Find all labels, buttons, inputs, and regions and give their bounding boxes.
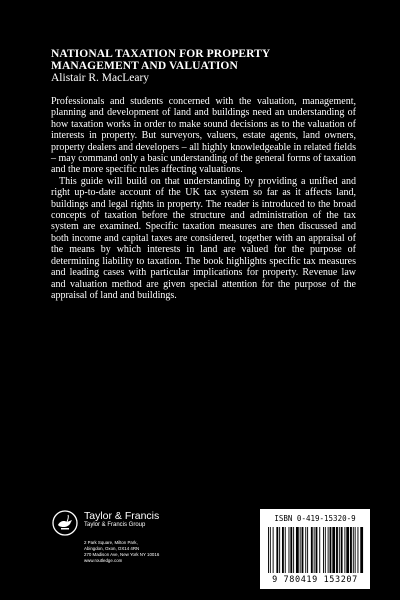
barcode-bar — [314, 527, 315, 573]
blurb-paragraph-2: This guide will build on that understanding by providing a unified and right up-to-date account of the UK tax system so far as it affects land, buildings and legal rights in property. The reader is introduced to the broad concepts of taxation before the structure and administration of the tax system are examined. Specific taxation measures are then discussed and both income and capital taxes are considered, together with an appraisal of the means by which interests in land are valued for the purpose of determining liability to taxation. The book highlights specific tax measures and leading cases with particular implications for property. Revenue law and valuation method are given special attention for the purpose of the appraisal of land and buildings. — [51, 175, 356, 301]
barcode-bar — [330, 527, 332, 573]
barcode-bar — [293, 527, 294, 573]
ean-number: 9 780419 153207 — [272, 575, 358, 585]
publisher-address-line: 2 Park Square, Milton Park, — [84, 540, 138, 545]
barcode-bar — [302, 527, 304, 573]
barcode-bar — [332, 527, 335, 573]
barcode-bar — [346, 527, 349, 573]
publisher-address-line: www.routledge.com — [84, 558, 123, 563]
barcode-bar — [357, 527, 358, 573]
barcode-bar — [328, 527, 329, 573]
barcode-bar — [319, 527, 320, 573]
barcode-bar — [290, 527, 292, 573]
barcode-bar — [279, 527, 280, 573]
barcode-bar — [307, 527, 308, 573]
barcode-bar — [341, 527, 343, 573]
isbn-barcode-block — [260, 509, 370, 589]
publisher-address — [84, 540, 159, 564]
barcode-icon — [268, 527, 364, 573]
barcode-bar — [339, 527, 340, 573]
publisher-address-line: Abingdon, Oxon, OX14 4RN — [84, 546, 140, 551]
book-title-line-2: MANAGEMENT AND VALUATION — [51, 60, 238, 72]
taylor-francis-lamp-logo-icon — [52, 510, 78, 536]
barcode-bar — [289, 527, 290, 573]
barcode-bar — [276, 527, 278, 573]
publisher-name: Taylor & Francis — [84, 510, 160, 522]
barcode-bar — [353, 527, 354, 573]
barcode-bar — [268, 527, 269, 573]
barcode-bar — [344, 527, 345, 573]
isbn-label: ISBN 0-419-15320-9 — [274, 514, 356, 523]
barcode-bar — [336, 527, 338, 573]
publisher-group: Taylor & Francis Group — [84, 522, 146, 528]
blurb-paragraph-1: Professionals and students concerned with the valuation, management, planning and development of land and buildings need an understanding of how taxation works in order to make sound decisions as to the valuation of interests in property. But surveyors, valuers, estate agents, land owners, property dealers and developers – all highly knowledgeable in related fields – may command only a basic understanding of the general forms of taxation and the more specific rules affecting valuations. — [51, 96, 356, 176]
barcode-bar — [355, 527, 356, 573]
barcode-bar — [282, 527, 284, 573]
barcode-bar — [273, 527, 274, 573]
publisher-address-line: 270 Madison Ave, New York NY 10016 — [84, 552, 160, 557]
blurb-text — [51, 96, 356, 301]
book-title — [51, 48, 371, 72]
barcode-bar — [350, 527, 352, 573]
barcode-bar — [311, 527, 313, 573]
book-title-line-1: NATIONAL TAXATION FOR PROPERTY — [51, 48, 271, 60]
barcode-bar — [360, 527, 363, 573]
barcode-bar — [270, 527, 271, 573]
barcode-bar — [325, 527, 326, 573]
barcode-bar — [296, 527, 299, 573]
barcode-bar — [316, 527, 318, 573]
publisher-block — [50, 508, 200, 578]
barcode-bar — [300, 527, 301, 573]
barcode-bar — [305, 527, 306, 573]
barcode-bar — [285, 527, 286, 573]
book-author: Alistair R. MacLeary — [51, 72, 150, 84]
barcode-bar — [323, 527, 324, 573]
